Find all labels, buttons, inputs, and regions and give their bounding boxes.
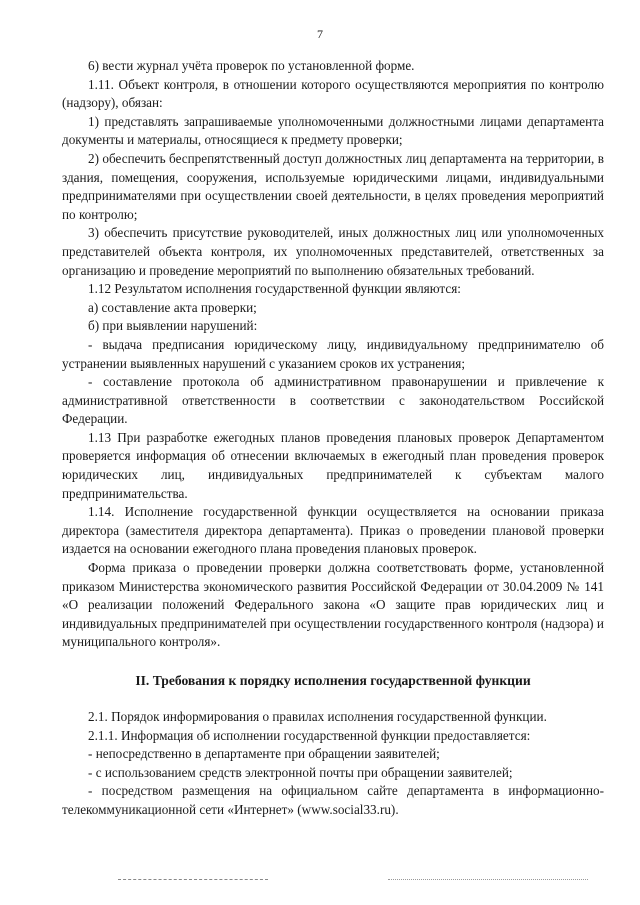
paragraph-order-form: Форма приказа о проведении проверки должна соответствовать форме, установленной приказом Министерства экономического развития Российской Федерации от 30.04.2009 № 141 «О реализации положений Федерального закона «О защите прав юридических лиц и индивидуальных предпринимателей при осуществлении государственного контроля (надзора) и муниципального контроля». (62, 560, 604, 650)
paragraph-1-12-bullet-order: - выдача предписания юридическому лицу, индивидуальному предпринимателю об устранении выявленных нарушений с указанием сроков их устранения; (62, 336, 604, 371)
paragraph-2-1-1-bullet-website: - посредством размещения на официальном сайте департамента в информационно-телекоммуникационной сети «Интернет» (www.social33.ru). (62, 783, 604, 817)
paragraph-1-11: 1.11. Объект контроля, в отношении которого осуществляются мероприятия по контролю (надзору), обязан: (62, 76, 604, 111)
paragraph-1-11-item-2: 2) обеспечить беспрепятственный доступ должностных лиц департамента на территории, в здания, помещения, сооружения, используемые юридическими лицами, индивидуальными предпринимателями при осуществлении своей деятельности, в целях проведения мероприятий по контролю; (62, 150, 604, 222)
scan-mark-right (388, 879, 588, 880)
paragraph-2-1-1-bullet-email: - с использованием средств электронной почты при обращении заявителей; (88, 764, 513, 780)
paragraph-journal: 6) вести журнал учёта проверок по установленной форме. (88, 58, 415, 73)
paragraph-2-1-1: 2.1.1. Информация об исполнении государственной функции предоставляется: (88, 727, 531, 743)
paragraph-1-14: 1.14. Исполнение государственной функции осуществляется на основании приказа директора (заместителя директора департамента). Приказ о проведении плановой проверки издается на основании ежегодного плана проведения плановых проверок. (62, 504, 604, 557)
paragraph-2-1: 2.1. Порядок информирования о правилах исполнения государственной функции. (88, 709, 547, 724)
paragraph-1-12-item-a: а) составление акта проверки; (88, 299, 257, 315)
paragraph-1-12-item-b: б) при выявлении нарушений: (88, 318, 258, 334)
scan-artifact-marks (118, 876, 588, 884)
paragraph-1-12-bullet-protocol: - составление протокола об административном правонарушении и привлечение к административной ответственности в соответствии с законодательством Российской Федерации. (62, 374, 604, 427)
paragraph-1-13: 1.13 При разработке ежегодных планов проведения плановых проверок Департаментом проверяется информация об отнесении включаемых в ежегодный план проведения проверок юридических лиц, индивидуальных предпринимателей к субъектам малого предпринимательства. (62, 429, 604, 501)
section-heading: II. Требования к порядку исполнения государственной функции (135, 673, 531, 688)
scan-mark-left (118, 879, 268, 880)
page-number: 7 (317, 27, 323, 41)
paragraph-1-12: 1.12 Результатом исполнения государственной функции являются: (88, 281, 461, 297)
paragraph-1-11-item-3: 3) обеспечить присутствие руководителей, иных должностных лиц или уполномоченных представителей объекта контроля, их уполномоченных представителей, ответственных за организацию и проведение мероприятий по выполнению обязательных требований. (62, 225, 604, 278)
paragraph-1-11-item-1: 1) представлять запрашиваемые уполномоченными должностными лицами департамента документы и материалы, относящиеся к предмету проверки; (62, 113, 604, 148)
paragraph-2-1-1-bullet-department: - непосредственно в департаменте при обращении заявителей; (88, 746, 440, 762)
